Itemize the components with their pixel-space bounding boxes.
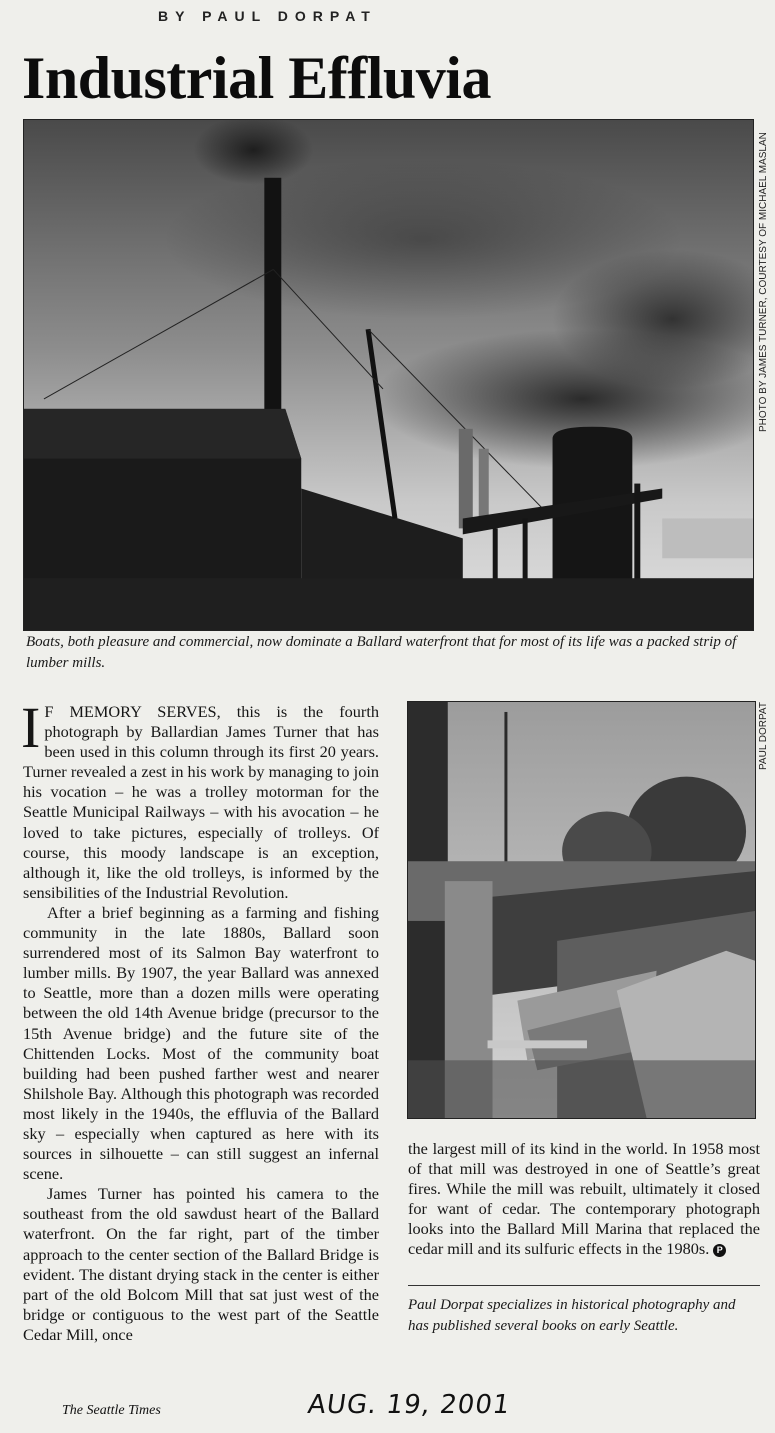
article-paragraph-3: James Turner has pointed his camera to the southeast from the old sawdust heart of the Ballard waterfront. On the far right, part of the timber approach to the center section of the Ballard Bridge is evident. The distant drying stack in the center is either part of the old Bolcom Mill that sat just west of the bridge or contiguous to the west part of the Seattle Cedar Mill, once	[23, 1184, 379, 1344]
contemporary-photo-image	[408, 702, 755, 1118]
main-photo	[23, 119, 754, 631]
article-paragraph-4: the largest mill of its kind in the world. In 1958 most of that mill was destroyed in one of Seattle’s great fires. While the mill was rebuilt, ultimately it closed for want of cedar. The contemporary photograph looks into the Ballard Mill Marina that replaced the cedar mill and its sulfuric effects in the 1980s. P	[408, 1139, 760, 1259]
author-bio: Paul Dorpat specializes in historical photography and has published several books on early Seattle.	[408, 1297, 736, 1334]
article-paragraph-1: I F MEMORY SERVES, this is the fourth photograph by Ballardian James Turner that has been used in this column through its first 20 years. Turner revealed a zest in his work by managing to join his vocation – he was a trolley motorman for the Seattle Municipal Railways – with his avocation – he loved to take pictures, especially of trolleys. Of course, this moody landscape is an exception, although it, like the old trolleys, is informed by the sensibilities of the Industrial Revolution.	[21, 695, 379, 902]
article-paragraph-2: After a brief beginning as a farming and fishing community in the late 1880s, Ballard soon surrendered most of its Salmon Bay waterfront to lumber mills. By 1907, the year Ballard was annexed to Seattle, more than a dozen mills were operating between the old 14th Avenue bridge (precursor to the 15th Avenue bridge) and the future site of the Chittenden Locks. Most of the community boat building had been pushed farther west and nearer Shilshole Bay. Although this photograph was recorded most likely in the 1940s, the effluvia of the Ballard sky – especially when captured as here with its sources in silhouette – can still suggest an infernal scene.	[23, 902, 379, 1184]
main-photo-caption: Boats, both pleasure and commercial, now dominate a Ballard waterfront that for most of its life was a packed strip of lumber mills.	[26, 634, 737, 671]
end-mark-icon: P	[713, 1244, 726, 1257]
article-right-column	[408, 1139, 760, 1260]
byline: BY PAUL DORPAT	[158, 8, 377, 24]
handwritten-date: AUG. 19, 2001	[305, 1390, 513, 1420]
article-left-column	[21, 695, 379, 1345]
main-photo-credit: PHOTO BY JAMES TURNER, COURTESY OF MICHAEL MASLAN	[758, 132, 769, 432]
contemporary-photo-credit: PAUL DORPAT	[758, 702, 769, 770]
headline: Industrial Effluvia	[22, 45, 491, 111]
newspaper-name: The Seattle Times	[62, 1403, 161, 1418]
main-photo-image	[24, 120, 753, 630]
contemporary-photo	[407, 701, 756, 1119]
drop-cap: I	[21, 695, 41, 760]
bio-divider	[408, 1285, 760, 1286]
